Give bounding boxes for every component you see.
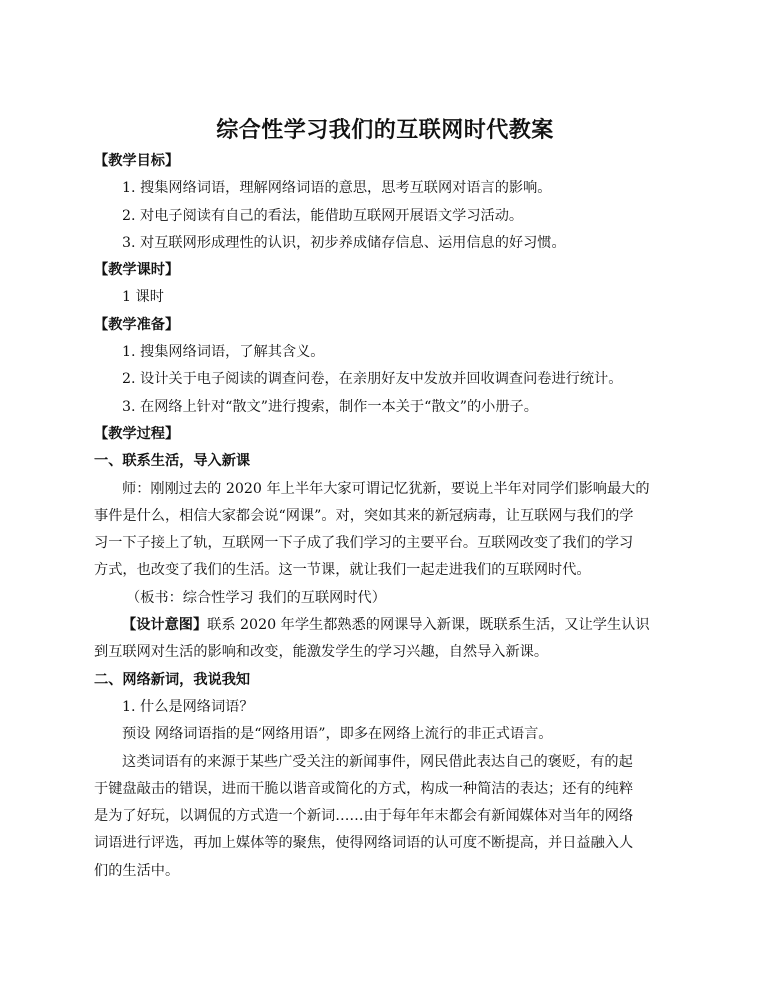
process-heading: 【教学过程】 bbox=[94, 425, 180, 442]
hours-heading: 【教学课时】 bbox=[94, 262, 180, 279]
goal-item-2: 2. 对电子阅读有自己的看法，能借助互联网开展语文学习活动。 bbox=[122, 207, 524, 224]
design-intent-text: 联系 2020 年学生都熟悉的网课导入新课，既联系生活，又让学生认识 bbox=[207, 617, 650, 634]
goal-item-1: 1. 搜集网络词语，理解网络词语的意思，思考互联网对语言的影响。 bbox=[122, 180, 552, 197]
question-1: 1. 什么是网络词语？ bbox=[122, 698, 254, 715]
design-intent-line bbox=[94, 612, 692, 639]
goals-heading: 【教学目标】 bbox=[94, 153, 180, 169]
document-title: 综合性学习我们的互联网时代教案 bbox=[216, 117, 554, 143]
design-intent-line-2: 到互联网对生活的影响和改变，能激发学生的学习兴趣，自然导入新课。 bbox=[94, 644, 549, 661]
prep-item-2: 2. 设计关于电子阅读的调查问卷，在亲朋好友中发放并回收调查问卷进行统计。 bbox=[122, 371, 623, 388]
prep-item-3: 3. 在网络上针对“散文”进行搜索，制作一本关于“散文”的小册子。 bbox=[122, 398, 538, 415]
para-2-line: 词语进行评选，再加上媒体等的聚焦，使得网络词语的认可度不断提高，并日益融入人 bbox=[94, 835, 634, 852]
board-note: （板书：综合性学习 我们的互联网时代） bbox=[126, 589, 386, 606]
section-1-para-line: 方式，也改变了我们的生活。这一节课，就让我们一起走进我们的互联网时代。 bbox=[94, 562, 591, 579]
section-1-para-line: 事件是什么，相信大家都会说“网课”。对，突如其来的新冠病毒，让互联网与我们的学 bbox=[94, 507, 634, 524]
para-2-line: 们的生活中。 bbox=[94, 862, 180, 879]
prep-heading: 【教学准备】 bbox=[94, 316, 180, 333]
para-2-line: 是为了好玩，以调侃的方式造一个新词……由于每年年末都会有新闻媒体对当年的网络 bbox=[94, 808, 634, 825]
section-1-para-line: 师：刚刚过去的 2020 年上半年大家可谓记忆犹新，要说上半年对同学们影响最大的 bbox=[122, 480, 650, 497]
section-2-title: 二、网络新词，我说我知 bbox=[94, 671, 251, 688]
section-1-para-line: 习一下子接上了轨，互联网一下子成了我们学习的主要平台。互联网改变了我们的学习 bbox=[94, 535, 634, 552]
prep-item-1: 1. 搜集网络词语，了解其含义。 bbox=[122, 344, 325, 361]
document-body bbox=[94, 148, 692, 885]
para-2-line: 这类词语有的来源于某些广受关注的新闻事件，网民借此表达自己的褒贬，有的起 bbox=[122, 753, 633, 770]
section-1-title: 一、联系生活，导入新课 bbox=[94, 453, 251, 470]
goal-item-3: 3. 对互联网形成理性的认识，初步养成储存信息、运用信息的好习惯。 bbox=[122, 234, 566, 251]
preset-answer: 预设 网络词语指的是“网络用语”，即多在网络上流行的非正式语言。 bbox=[122, 726, 553, 743]
para-2-line: 于键盘敲击的错误，进而干脆以谐音或简化的方式，构成一种简洁的表达；还有的纯粹 bbox=[94, 780, 634, 797]
hours-value: 1 课时 bbox=[122, 289, 164, 306]
design-intent-tag: 【设计意图】 bbox=[122, 617, 208, 634]
